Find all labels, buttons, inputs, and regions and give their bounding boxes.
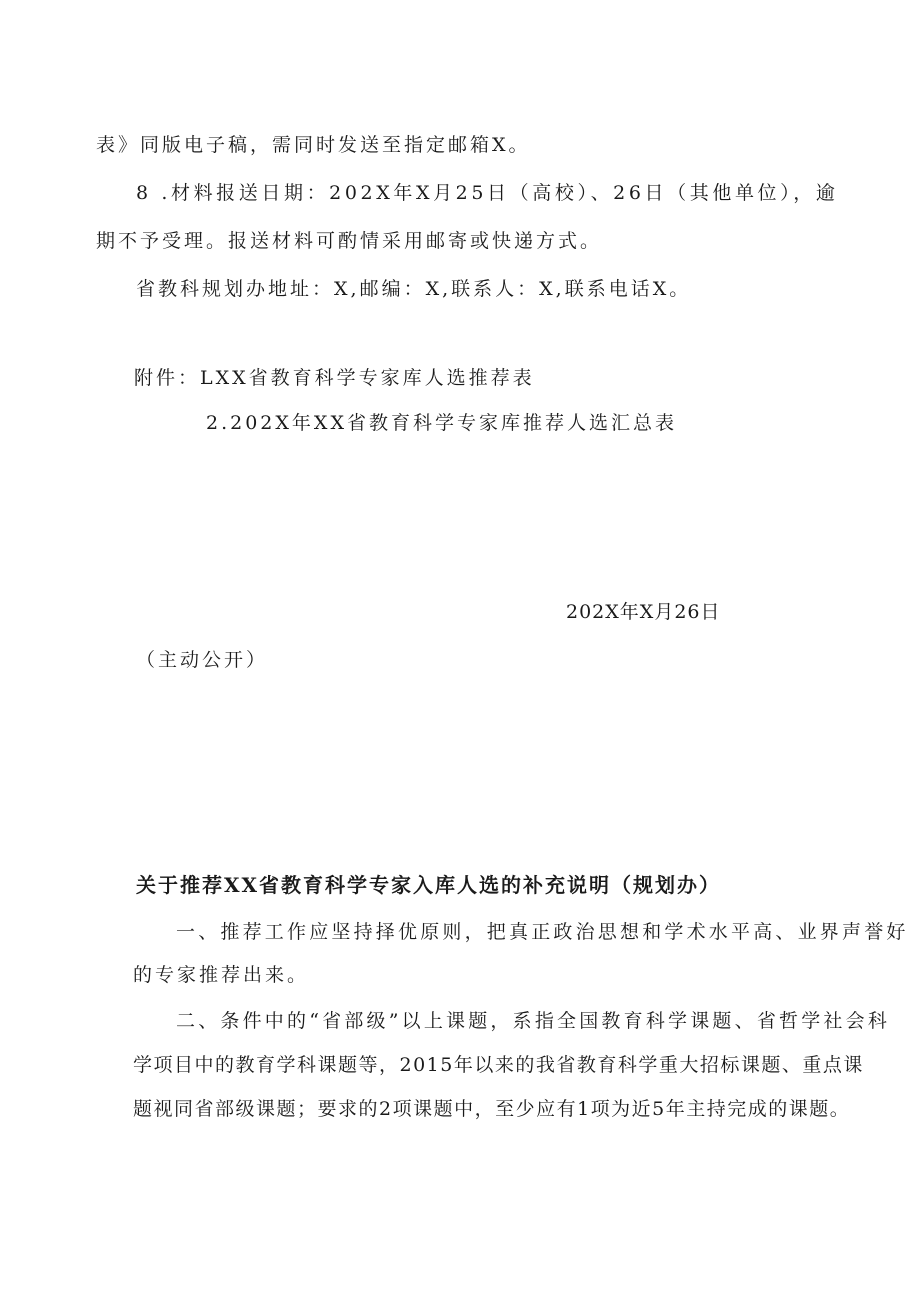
address-line: 省教科规划办地址：X,邮编：X,联系人：X,联系电话X。 <box>136 278 692 300</box>
attachment-2: 2.202X年XX省教育科学专家库推荐人选汇总表 <box>206 412 677 434</box>
item-8-line-2: 期不予受理。报送材料可酌情采用邮寄或快递方式。 <box>96 230 603 252</box>
item-8-line-1: 8 .材料报送日期：202X年X月25日（高校）、26日（其他单位），逾 <box>136 182 839 204</box>
disclosure-note: （主动公开） <box>136 649 269 671</box>
supplement-title: 关于推荐XX省教育科学专家入库人选的补充说明（规划办） <box>136 873 722 897</box>
continuation-line: 表》同版电子稿，需同时发送至指定邮箱X。 <box>96 134 531 156</box>
supplement-para-2-line-3: 题视同省部级课题；要求的2项课题中，至少应有1项为近5年主持完成的课题。 <box>133 1098 851 1120</box>
supplement-para-2-line-2: 学项目中的教育学科课题等，2015年以来的我省教育科学重大招标课题、重点课 <box>133 1054 864 1076</box>
supplement-para-1-line-2: 的专家推荐出来。 <box>133 964 310 986</box>
document-date: 202X年X月26日 <box>566 601 721 623</box>
supplement-para-2-line-1: 二、条件中的“省部级”以上课题，系指全国教育科学课题、省哲学社会科 <box>176 1010 891 1032</box>
supplement-para-1-line-1: 一、推荐工作应坚持择优原则，把真正政治思想和学术水平高、业界声誉好 <box>176 921 909 943</box>
attachment-1: 附件：LXX省教育科学专家库人选推荐表 <box>134 367 535 389</box>
